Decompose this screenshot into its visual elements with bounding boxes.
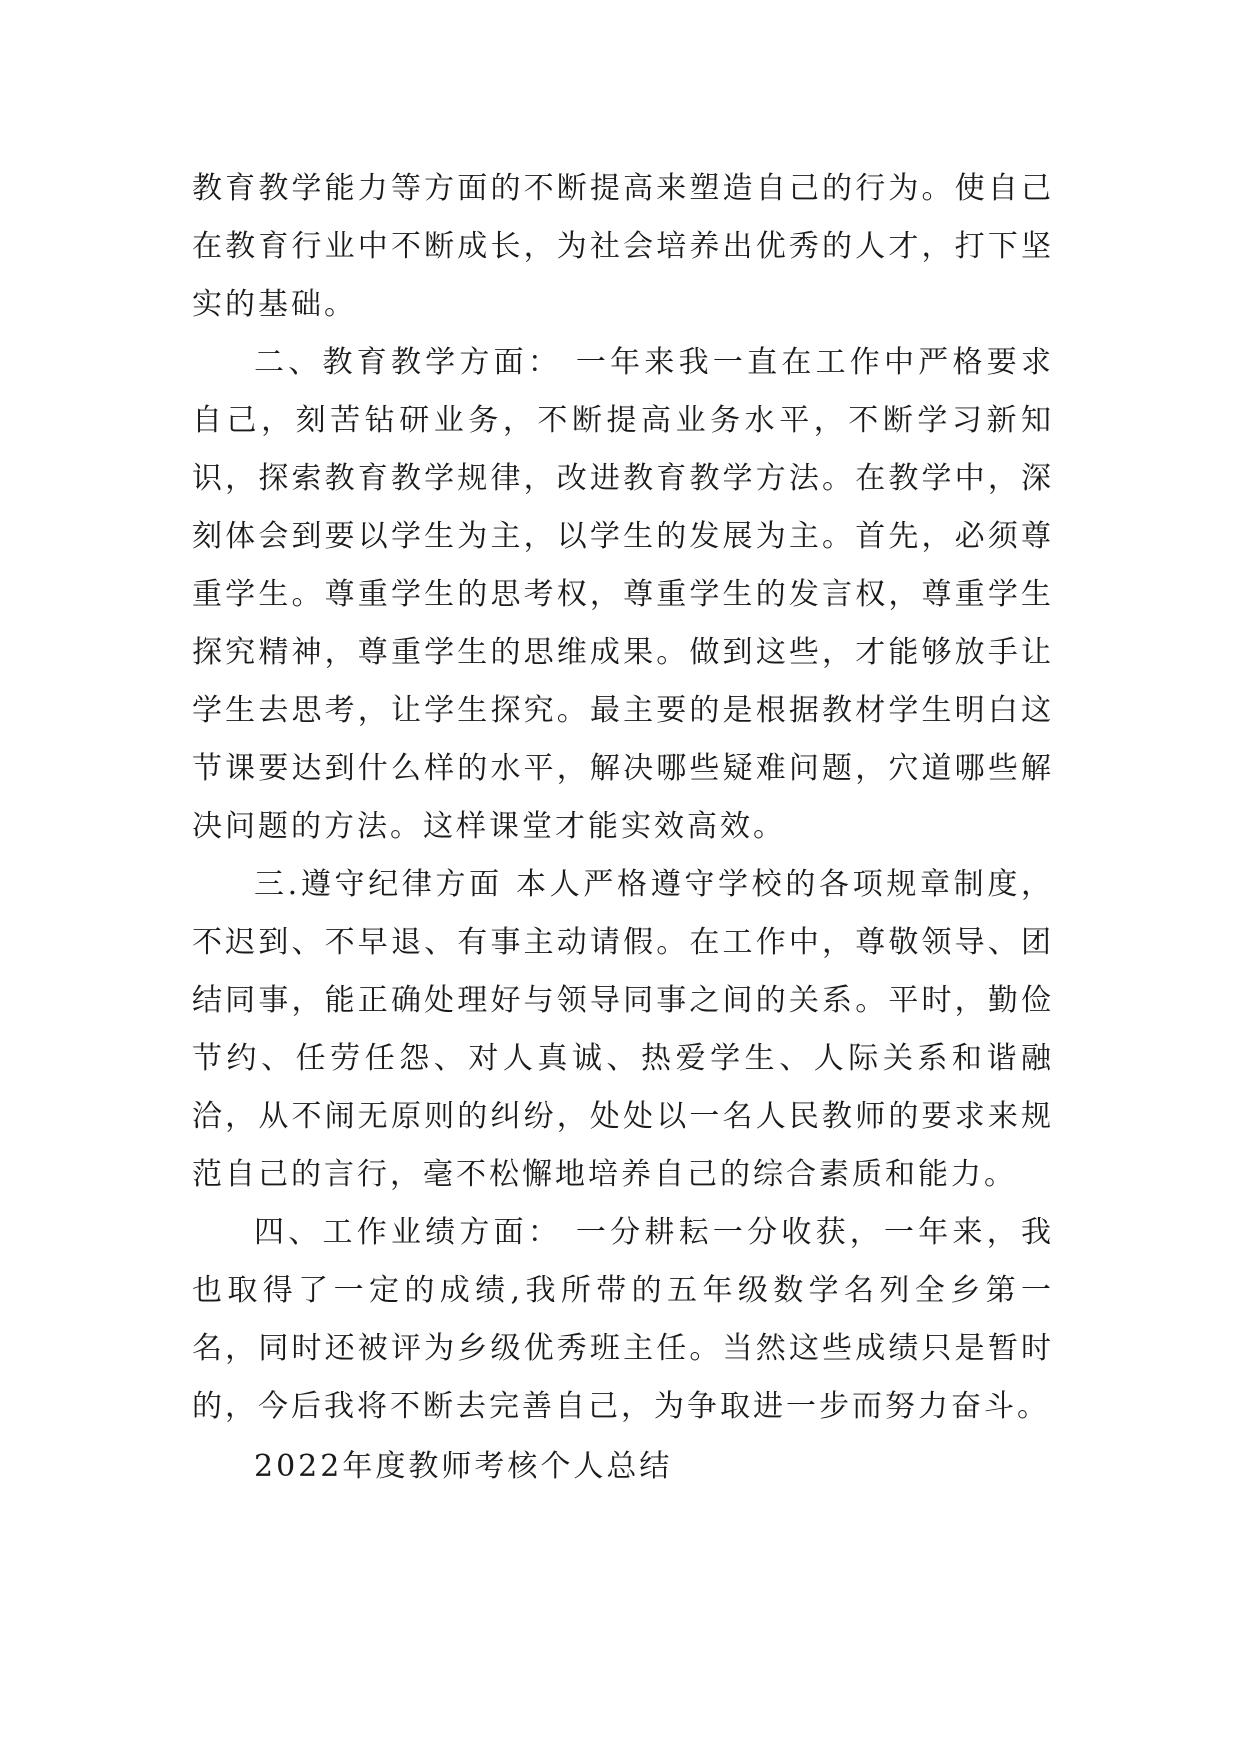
paragraph-achievements: 四、工作业绩方面： 一分耕耘一分收获，一年来，我也取得了一定的成绩,我所带的五年级数学名列全乡第一名，同时还被评为乡级优秀班主任。当然这些成绩只是暂时的，今后我将不断去完善自己，为争取进一步而努力奋斗。 [192, 1215, 1054, 1424]
paragraph-discipline: 三.遵守纪律方面 本人严格遵守学校的各项规章制度，不迟到、不早退、有事主动请假。在工作中，尊敬领导、团结同事，能正确处理好与领导同事之间的关系。平时，勤俭节约、任劳任怨、对人真诚、热爱学生、人际关系和谐融洽，从不闹无原则的纠纷，处处以一名人民教师的要求来规范自己的言行，毫不松懈地培养自己的综合素质和能力。 [192, 867, 1054, 1192]
document-body [192, 160, 1054, 1496]
closing-title: 2022年度教师考核个人总结 [254, 1449, 673, 1484]
paragraph-teaching: 二、教育教学方面： 一年来我一直在工作中严格要求自己，刻苦钻研业务，不断提高业务水平，不断学习新知识，探索教育教学规律，改进教育教学方法。在教学中，深刻体会到要以学生为主，以学生的发展为主。首先，必须尊重学生。尊重学生的思考权，尊重学生的发言权，尊重学生探究精神，尊重学生的思维成果。做到这些，才能够放手让学生去思考，让学生探究。最主要的是根据教材学生明白这节课要达到什么样的水平，解决哪些疑难问题，穴道哪些解决问题的方法。这样课堂才能实效高效。 [192, 345, 1054, 844]
paragraph-continuation: 教育教学能力等方面的不断提高来塑造自己的行为。使自己在教育行业中不断成长，为社会培养出优秀的人才，打下坚实的基础。 [192, 171, 1054, 322]
